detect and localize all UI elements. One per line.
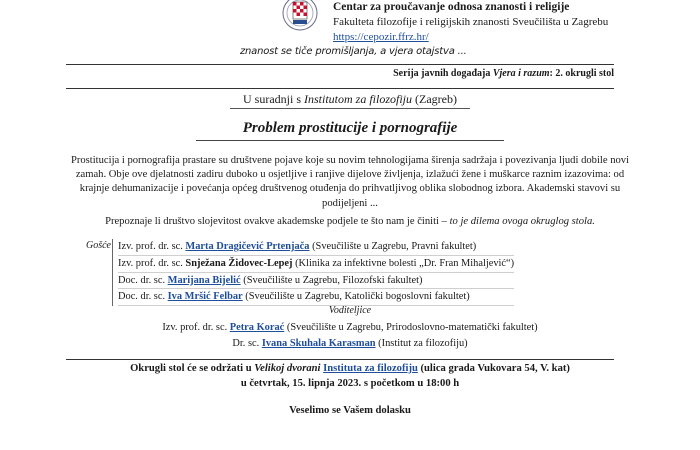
moderator-name-link[interactable]: Petra Korać bbox=[229, 322, 285, 333]
series-suffix: : 2. okrugli stol bbox=[549, 68, 614, 79]
guest-name-link[interactable]: Iva Mršić Felbar bbox=[167, 291, 243, 303]
intro-paragraph: Prostitucija i pornografija prastare su društvene pojave koje su novim tehnologijama širenja sadržaja i povezivanja ljudi dobile novi zamah. Obje ove djelatnosti zadiru duboko u osjetljive i ranjive dijelove življenja, izlažući žene i muškarce raznim izazovima: od krajnje dehumanizacije i povećanja općeg društvenog otuđenja do prihvatljivog oblika slobodnog izbora. Akademski stavovi su podijeljeni ... bbox=[70, 155, 630, 209]
collab-divider bbox=[230, 108, 470, 109]
guest-affiliation: (Sveučilište u Zagrebu, Pravni fakultet) bbox=[309, 241, 477, 252]
university-crest-icon bbox=[280, 0, 320, 34]
event-datetime: u četvrtak, 15. lipnja 2023. s početkom u 18:00 h bbox=[240, 377, 460, 389]
title-divider bbox=[196, 140, 504, 141]
event-venue: Velikoj dvorani bbox=[254, 363, 321, 374]
org-title: Centar za proučavanje odnosa znanosti i religije bbox=[333, 1, 570, 13]
guests-label: Gošće bbox=[86, 240, 111, 251]
event-address: (ulica grada Vukovara 54, V. kat) bbox=[417, 363, 570, 374]
guest-name-link[interactable]: Marijana Bijelić bbox=[167, 274, 241, 286]
guest-row bbox=[118, 239, 514, 256]
website-link[interactable]: https://cepozir.ffrz.hr/ bbox=[333, 31, 429, 43]
page-title: Problem prostitucije i pornografije bbox=[242, 120, 458, 136]
event-divider bbox=[66, 359, 614, 360]
guest-name-link[interactable]: Marta Dragičević Prtenjača bbox=[185, 241, 310, 252]
event-venue-line bbox=[0, 362, 700, 377]
series-line bbox=[393, 68, 614, 79]
guest-row bbox=[118, 289, 514, 306]
question-text: Prepoznaje li društvo slojevitost ovakve akademske podjele te što nam je činiti – bbox=[105, 216, 450, 227]
guest-affiliation: (Klinika za infektivne bolesti „Dr. Fran Mihaljević“) bbox=[292, 257, 515, 269]
series-divider bbox=[66, 88, 614, 89]
moderator-title: Dr. sc. bbox=[232, 337, 262, 349]
guest-row bbox=[118, 256, 514, 273]
collaboration-line bbox=[0, 92, 700, 107]
moderators-label: Voditeljice bbox=[328, 305, 372, 316]
moderator-affiliation: (Institut za filozofiju) bbox=[375, 337, 468, 349]
guest-title: Izv. prof. dr. sc. bbox=[118, 241, 186, 252]
welcome-message: Veselimo se Vašem dolasku bbox=[289, 405, 411, 416]
event-info bbox=[0, 362, 700, 391]
moderator-name-link[interactable]: Ivana Skuhala Karasman bbox=[261, 337, 376, 349]
moderator-row bbox=[0, 336, 700, 352]
moderator-affiliation: (Sveučilište u Zagrebu, Prirodoslovno-matematički fakultet) bbox=[284, 322, 538, 333]
institute-link[interactable]: Instituta za filozofiju bbox=[323, 363, 418, 374]
guest-affiliation: (Sveučilište u Zagrebu, Katolički bogoslovni fakultet) bbox=[242, 291, 470, 303]
guest-title: Doc. dr. sc. bbox=[118, 274, 168, 286]
guest-list bbox=[112, 239, 514, 306]
collab-institute: Institutom za filozofiju bbox=[304, 92, 413, 106]
guest-row bbox=[118, 273, 514, 290]
event-prefix: Okrugli stol će se održati u bbox=[130, 363, 255, 374]
guest-title: Izv. prof. dr. sc. bbox=[118, 257, 186, 269]
collab-prefix: U suradnji s bbox=[243, 92, 304, 106]
series-prefix: Serija javnih događaja bbox=[393, 68, 493, 79]
question-emphasis: to je dilema ovoga okruglog stola. bbox=[449, 216, 595, 227]
collab-suffix: (Zagreb) bbox=[412, 92, 457, 106]
moderator-row bbox=[0, 320, 700, 336]
header-divider bbox=[66, 64, 614, 65]
guest-name: Snježana Židovec-Lepej bbox=[185, 257, 293, 269]
moderator-title: Izv. prof. dr. sc. bbox=[162, 322, 230, 333]
moderator-list bbox=[0, 320, 700, 351]
motto: znanost se tiče promišljanja, a vjera otajstva ... bbox=[240, 46, 467, 57]
faculty-name: Fakulteta filozofije i religijskih znanosti Sveučilišta u Zagrebu bbox=[333, 16, 609, 28]
series-name: Vjera i razum bbox=[492, 68, 550, 79]
question-line bbox=[40, 216, 660, 227]
guest-title: Doc. dr. sc. bbox=[118, 291, 168, 303]
guest-affiliation: (Sveučilište u Zagrebu, Filozofski fakultet) bbox=[240, 274, 423, 286]
